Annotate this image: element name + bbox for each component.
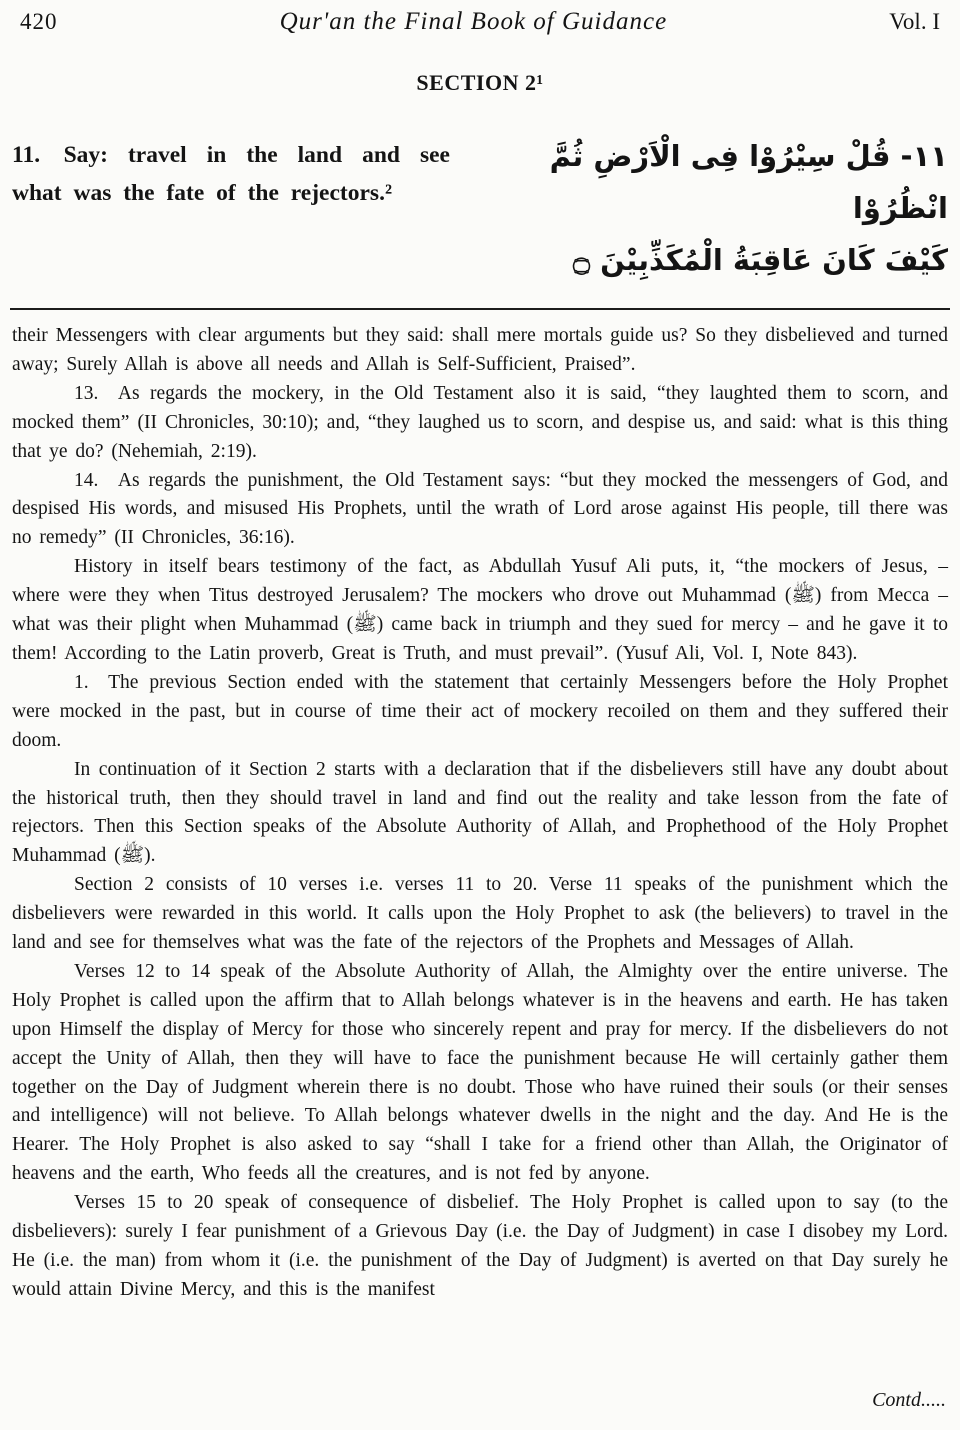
verse-block	[10, 136, 950, 286]
arabic-line-1: ۱۱- قُلْ سِيْرُوْا فِى الْاَرْضِ ثُمَّ انْظُرُوْا	[549, 139, 948, 225]
verse-arabic-text	[508, 130, 948, 286]
paragraph: their Messengers with clear arguments but they said: shall mere mortals guide us? So they disbelieved and turned away; Surely Allah is above all needs and Allah is Self-Sufficient, Praised”.	[12, 325, 948, 375]
paragraph: Section 2 consists of 10 verses i.e. verses 11 to 20. Verse 11 speaks of the punishment which the disbelievers were rewarded in this world. It calls upon the Holy Prophet to ask (the believers) to travel in the land and see for themselves what was the fate of the rejectors of the Prophets and Messages of Allah.	[12, 874, 948, 954]
paragraph: 1. The previous Section ended with the statement that certainly Messengers before the Holy Prophet were mocked in the past, but in course of time their act of mockery recoiled on them and they suffered their doom.	[12, 671, 948, 751]
verse-translation: 11. Say: travel in the land and see what was the fate of the rejectors.²	[12, 142, 450, 206]
page-header	[10, 6, 950, 36]
paragraph: History in itself bears testimony of the fact, as Abdullah Yusuf Ali puts, it, “the mockers of Jesus, – where were they when Titus destroyed Jerusalem? The mockers who drove out Muhammad (ﷺ) from Mecca – what was their plight when Muhammad (ﷺ) came back in triumph and they sued for mercy – and he gave it to them! According to the Latin proverb, Great is Truth, and must prevail”. (Yusuf Ali, Vol. I, Note 843).	[12, 556, 949, 664]
page-number: 420	[20, 9, 58, 34]
paragraph: In continuation of it Section 2 starts with a declaration that if the disbelievers still have any doubt about the historical truth, then they should travel in land and find out the reality and take lesson from the fate of rejectors. Then this Section speaks of the Absolute Authority of Allah, and Prophethood of the Holy Prophet Muhammad (ﷺ).	[12, 758, 948, 867]
paragraph: Verses 15 to 20 speak of consequence of disbelief. The Holy Prophet is called upon to say (to the disbelievers): surely I fear punishment of a Grievous Day (i.e. the Day of Judgment) in case I disobey my Lord. He (i.e. the man) from whom it (i.e. the punishment of the Day of Judgment) is averted on that Day surely he would attain Divine Mercy, and this is the manifest	[12, 1192, 948, 1300]
paragraph: 14. As regards the punishment, the Old Testament says: “but they mocked the messengers of God, and despised His words, and misused His Prophets, until the wrath of Lord arose against His people, till there was no remedy” (II Chronicles, 36:16).	[12, 469, 948, 549]
body-text	[10, 322, 950, 1305]
arabic-line-2: كَيْفَ كَانَ عَاقِبَةُ الْمُكَذِّبِيْنَ ۝	[573, 243, 948, 277]
contd-label: Contd.....	[872, 1389, 946, 1411]
volume-label: Vol. I	[889, 9, 940, 34]
paragraph: Verses 12 to 14 speak of the Absolute Authority of Allah, the Almighty over the entire universe. The Holy Prophet is called upon the affirm that to Allah belongs whatever is in the heavens and earth. He has taken upon Himself the display of Mercy for those who sincerely repent and pray for mercy. If the disbelievers do not accept the Unity of Allah, then they will have to face the punishment because He will certainly gather them together on the Day of Judgment wherein there is no doubt. Those who have ruined their souls (or their senses and intelligence) will not believe. To Allah belongs whatever dwells in the night and the day. And He is the Hearer. The Holy Prophet is also asked to say “shall I take for a friend other than Allah, the Originator of heavens and the earth, Who feeds all the creatures, and is not fed by anyone.	[12, 960, 948, 1185]
section-heading: SECTION 2¹	[416, 70, 544, 95]
horizontal-rule	[10, 308, 950, 310]
book-title: Qur'an the Final Book of Guidance	[279, 8, 668, 35]
paragraph: 13. As regards the mockery, in the Old Testament also it is said, “they laughted them to scorn, and mocked them” (II Chronicles, 30:10); and, “they laughed us to scorn, and despise us, and said: what is this thing that ye do? (Nehemiah, 2:19).	[12, 382, 948, 462]
